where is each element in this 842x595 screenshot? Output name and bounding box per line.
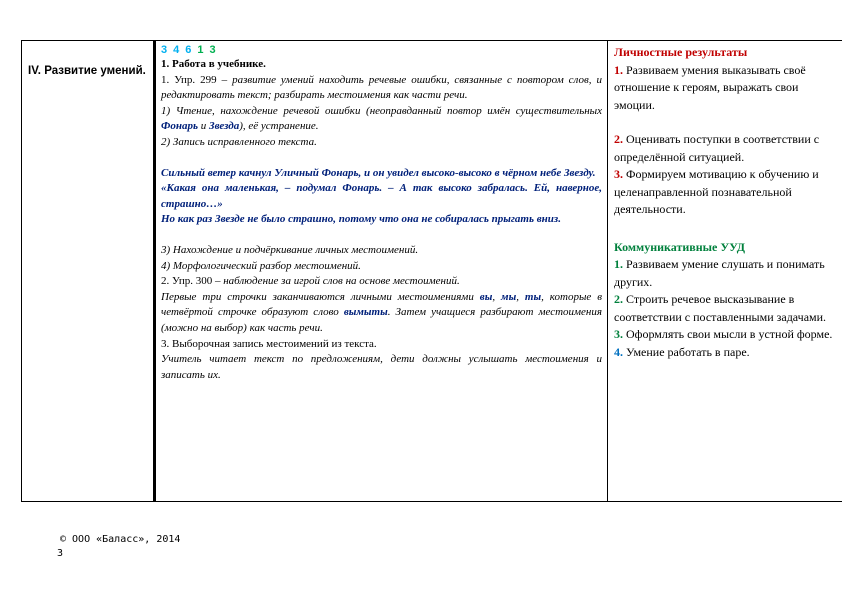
step-reading: 1) Чтение, нахождение речевой ошибки (неоправданный повтор имён существительных Фонарь и Звезда), её устранение.	[161, 104, 602, 133]
teacher-note: Учитель читает текст по предложениям, дети должны услышать местоимения и записать их.	[161, 353, 602, 381]
uud-item: 4. Умение работать в паре.	[614, 344, 750, 359]
step-pronouns: 3) Нахождение и подчёркивание личных местоимений.	[161, 243, 419, 256]
activity-cell	[155, 41, 608, 502]
result-item: 2. Оценивать поступки в соответствии с определённой ситуацией.	[614, 132, 820, 164]
results-cell	[608, 41, 842, 502]
step-writing: 2) Запись исправленного текста.	[161, 135, 317, 148]
result-item: 3. Формируем мотивацию к обучению и целенаправленной познавательной деятельности.	[614, 167, 819, 216]
skill-code: 3	[161, 44, 168, 56]
stage-cell	[22, 41, 155, 502]
result-item: 1. Развиваем умения выказывать своё отношение к героям, выражать свои эмоции.	[614, 62, 806, 112]
skill-code: 6	[185, 44, 192, 56]
quote-text: Сильный ветер качнул Уличный Фонарь, и он увидел высоко-высоко в чёрном небе Звезду.	[161, 166, 596, 179]
page-number: 3	[57, 548, 64, 559]
skill-code: 4	[173, 44, 180, 56]
task-selective: 3. Выборочная запись местоимений из текста.	[161, 337, 377, 350]
exercise-299: 1. Упр. 299 – развитие умений находить речевые ошибки, связанные с повтором слов, и редактировать текст; разбирать местоимения как части речи.	[161, 73, 602, 102]
uud-item: 2. Строить речевое высказывание в соответствии с поставленными задачами.	[614, 292, 827, 324]
stage-title: IV. Развитие умений.	[28, 65, 146, 77]
quote-text: «Какая она маленькая, – подумал Фонарь. – А так высоко забралась. Ей, наверное, страшно…»	[161, 182, 602, 210]
skill-codes	[161, 43, 602, 57]
wordplay-note: Первые три строчки заканчиваются личными местоимениями вы, мы, ты, которые в четвёртой строчке образуют слово вымыты. Затем учащиеся разбирают местоимения (можно на выбор) как часть речи.	[161, 290, 603, 334]
communicative-uud-heading: Коммуникативные УУД	[614, 239, 746, 254]
skill-code: 3	[209, 44, 216, 56]
uud-item: 1. Развиваем умение слушать и понимать других.	[614, 257, 825, 289]
lesson-table	[21, 40, 842, 502]
uud-item: 3. Оформлять свои мысли в устной форме.	[614, 327, 833, 341]
step-analysis: 4) Морфологический разбор местоимений.	[161, 259, 361, 272]
skill-code: 1	[197, 44, 204, 56]
exercise-300: 2. Упр. 300 – наблюдение за игрой слов на основе местоимений.	[161, 275, 460, 288]
personal-results-heading: Личностные результаты	[614, 45, 748, 59]
copyright: © ООО «Баласс», 2014	[60, 534, 181, 545]
quote-text: Но как раз Звезде не было страшно, потому что она не собиралась прыгать вниз.	[161, 213, 561, 226]
task-heading: 1. Работа в учебнике.	[161, 58, 266, 70]
